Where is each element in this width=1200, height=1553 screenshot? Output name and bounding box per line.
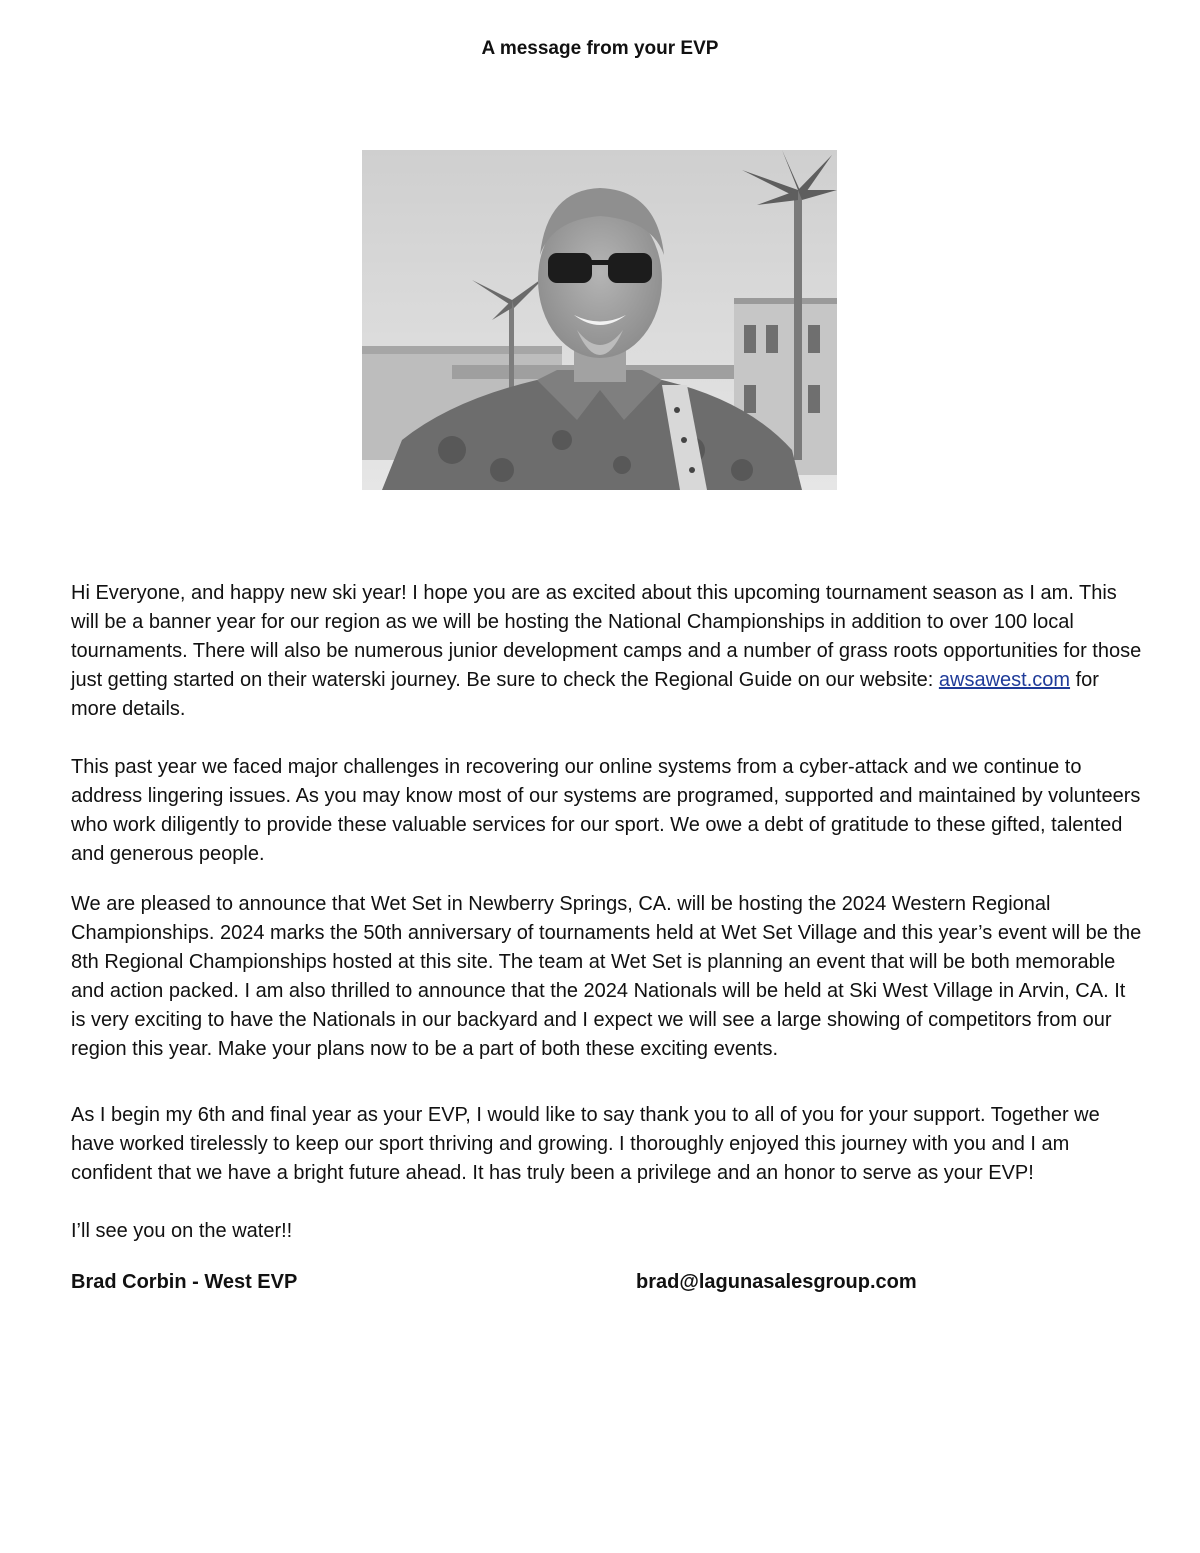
letter-body (71, 579, 1143, 1297)
paragraph-announcements: We are pleased to announce that Wet Set in Newberry Springs, CA. will be hosting the 2024 Western Regional Championships. 2024 marks the 50th anniversary of tournaments held at Wet Set Village and this year’s event will be the 8th Regional Championships hosted at this site. The team at Wet Set is planning an event that will be both memorable and action packed. I am also thrilled to announce that the 2024 Nationals will be held at Ski West Village in Arvin, CA. It is very exciting to have the Nationals in our backyard and I expect we will see a large showing of competitors from our region this year. Make your plans now to be a part of both these exciting events. (71, 893, 1142, 1060)
signature-row (71, 1268, 1143, 1297)
signature-name: Brad Corbin - West EVP (71, 1271, 298, 1293)
paragraph-challenges: This past year we faced major challenges in recovering our online systems from a cyber-attack and we continue to address lingering issues. As you may know most of our systems are programed, supported and maintained by volunteers who work diligently to provide these valuable services for our sport. We owe a debt of gratitude to these gifted, talented and generous people. (71, 756, 1141, 865)
paragraph-intro (71, 579, 1143, 724)
website-link[interactable]: awsawest.com (938, 669, 1071, 691)
page-title: A message from your EVP (481, 38, 719, 59)
portrait-photo (362, 150, 837, 490)
intro-text-end: for more details. (71, 669, 1099, 720)
paragraph-closing: I’ll see you on the water!! (71, 1220, 293, 1242)
paragraph-thanks: As I begin my 6th and final year as your EVP, I would like to say thank you to all of you for your support. Together we have worked tirelessly to keep our sport thriving and growing. I thoroughly enjoyed this journey with you and I am confident that we have a bright future ahead. It has truly been a privilege and an honor to serve as your EVP! (71, 1104, 1100, 1184)
intro-text: Hi Everyone, and happy new ski year! I hope you are as excited about this upcoming tournament season as I am. This will be a banner year for our region as we will be hosting the National Championships in addition to over 100 local tournaments. There will also be numerous junior development camps and a number of grass roots opportunities for those just getting started on their waterski journey. Be sure to check the Regional Guide on our website: (71, 582, 1142, 691)
signature-email[interactable]: brad@lagunasalesgroup.com (636, 1271, 917, 1293)
